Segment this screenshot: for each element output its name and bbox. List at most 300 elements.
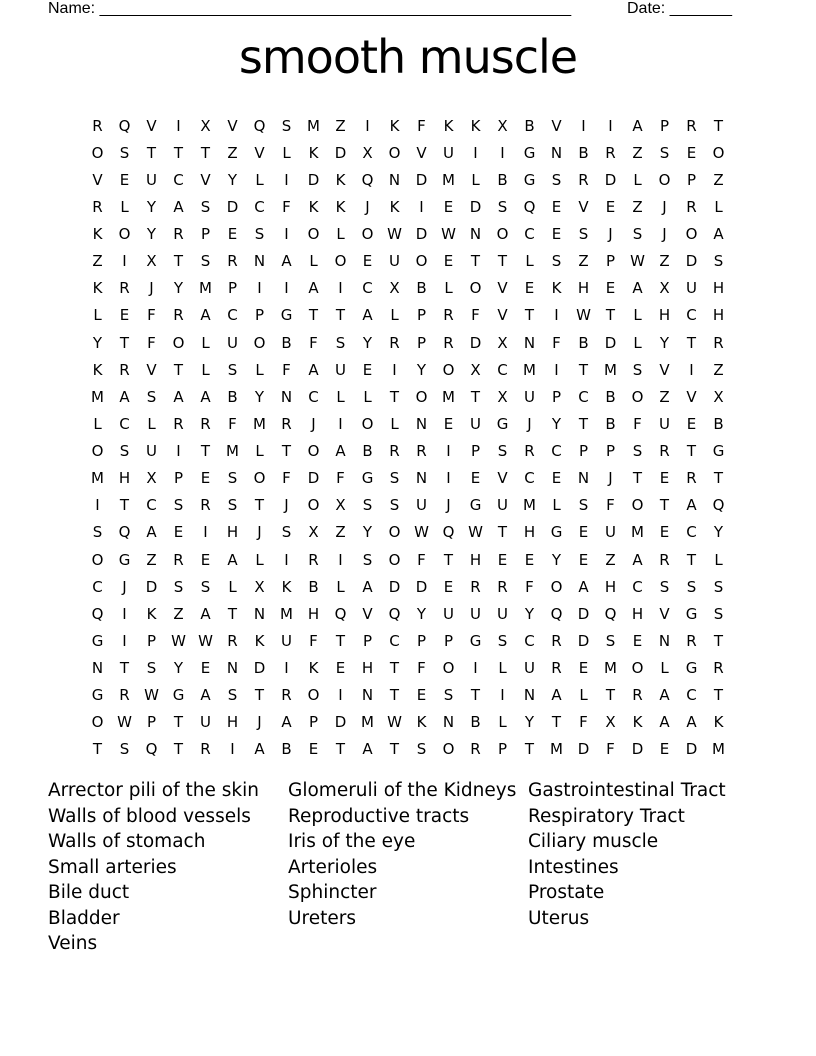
grid-letter: A	[578, 577, 589, 596]
grid-letter: K	[470, 116, 481, 135]
grid-letter: C	[686, 686, 697, 705]
word-bank-item: Gastrointestinal Tract	[528, 780, 726, 801]
grid-letter: E	[443, 577, 454, 596]
grid-letter: K	[146, 604, 157, 623]
grid-letter: Z	[659, 252, 670, 271]
grid-letter: G	[685, 604, 698, 623]
grid-letter: S	[173, 496, 184, 515]
grid-letter: O	[550, 577, 563, 596]
grid-letter: A	[308, 279, 319, 298]
grid-letter: L	[228, 577, 237, 596]
grid-letter: D	[334, 713, 347, 732]
grid-letter: U	[146, 442, 157, 461]
grid-letter: R	[713, 659, 724, 678]
grid-letter: Z	[227, 143, 238, 162]
grid-letter: J	[446, 496, 451, 515]
grid-letter: D	[334, 143, 347, 162]
grid-letter: J	[365, 197, 370, 216]
grid-letter: I	[446, 442, 451, 461]
grid-letter: O	[91, 442, 104, 461]
grid-letter: T	[497, 252, 508, 271]
grid-letter: M	[523, 360, 536, 379]
grid-letter: M	[280, 604, 293, 623]
grid-letter: L	[390, 306, 399, 325]
grid-letter: G	[91, 631, 104, 650]
grid-letter: E	[659, 469, 670, 488]
grid-letter: D	[307, 469, 320, 488]
grid-letter: L	[255, 442, 264, 461]
grid-letter: H	[658, 306, 671, 325]
grid-letter: S	[119, 740, 130, 759]
grid-letter: M	[91, 387, 104, 406]
grid-letter: T	[524, 740, 535, 759]
name-field-label: Name: _____________________________________________________	[48, 0, 572, 17]
grid-letter: M	[226, 442, 239, 461]
grid-letter: A	[632, 279, 643, 298]
grid-letter: N	[442, 713, 455, 732]
grid-letter: S	[443, 686, 454, 705]
grid-letter: I	[581, 116, 586, 135]
grid-letter: B	[605, 414, 616, 433]
grid-letter: K	[416, 713, 427, 732]
grid-letter: E	[470, 469, 481, 488]
grid-letter: R	[308, 550, 319, 569]
grid-letter: E	[308, 740, 319, 759]
grid-letter: L	[147, 414, 156, 433]
grid-letter: O	[307, 496, 320, 515]
grid-letter: I	[419, 197, 424, 216]
grid-letter: W	[468, 523, 483, 542]
grid-letter: M	[631, 523, 644, 542]
grid-letter: O	[253, 333, 266, 352]
grid-letter: Y	[713, 523, 724, 542]
grid-letter: S	[227, 360, 238, 379]
grid-letter: O	[712, 143, 725, 162]
grid-letter: S	[227, 469, 238, 488]
grid-letter: C	[173, 170, 184, 189]
grid-letter: R	[497, 577, 508, 596]
grid-letter: I	[284, 659, 289, 678]
grid-letter: E	[524, 279, 535, 298]
grid-letter: N	[253, 604, 266, 623]
grid-letter: E	[200, 659, 211, 678]
grid-letter: M	[604, 659, 617, 678]
grid-letter: L	[633, 306, 642, 325]
grid-letter: P	[605, 442, 616, 461]
grid-letter: C	[92, 577, 103, 596]
grid-letter: P	[605, 252, 616, 271]
grid-letter: F	[228, 414, 237, 433]
grid-letter: X	[605, 713, 616, 732]
grid-letter: B	[281, 740, 292, 759]
grid-letter: I	[554, 306, 559, 325]
grid-letter: L	[714, 197, 723, 216]
grid-letter: F	[336, 469, 345, 488]
grid-letter: R	[659, 442, 670, 461]
grid-letter: J	[608, 225, 613, 244]
grid-letter: V	[551, 116, 562, 135]
grid-letter: E	[200, 469, 211, 488]
grid-letter: Q	[118, 523, 131, 542]
grid-letter: J	[662, 197, 667, 216]
grid-letter: V	[254, 143, 265, 162]
grid-letter: I	[338, 550, 343, 569]
grid-letter: T	[173, 713, 184, 732]
grid-letter: F	[633, 414, 642, 433]
word-bank-item: Reproductive tracts	[288, 805, 470, 827]
grid-letter: D	[631, 740, 644, 759]
grid-letter: Z	[632, 197, 643, 216]
grid-letter: R	[686, 197, 697, 216]
grid-letter: O	[631, 496, 644, 515]
grid-letter: X	[659, 279, 670, 298]
grid-letter: H	[118, 469, 131, 488]
grid-letter: X	[362, 143, 373, 162]
grid-letter: R	[227, 631, 238, 650]
grid-letter: R	[686, 469, 697, 488]
grid-letter: V	[659, 360, 670, 379]
grid-letter: W	[387, 225, 402, 244]
grid-letter: L	[336, 225, 345, 244]
grid-letter: S	[281, 523, 292, 542]
grid-letter: A	[686, 496, 697, 515]
grid-letter: Z	[92, 252, 103, 271]
grid-letter: F	[606, 740, 615, 759]
grid-letter: A	[362, 740, 373, 759]
grid-letter: V	[362, 604, 373, 623]
word-bank-item: Walls of stomach	[48, 831, 206, 852]
grid-letter: D	[604, 170, 617, 189]
grid-letter: S	[389, 469, 400, 488]
grid-row	[84, 465, 732, 492]
grid-letter: I	[446, 469, 451, 488]
grid-letter: T	[470, 252, 481, 271]
grid-letter: T	[281, 442, 292, 461]
grid-letter: Y	[173, 279, 184, 298]
grid-letter: E	[659, 740, 670, 759]
grid-letter: S	[335, 333, 346, 352]
grid-letter: O	[307, 442, 320, 461]
grid-letter: Z	[632, 143, 643, 162]
grid-row	[84, 383, 732, 410]
grid-letter: O	[469, 279, 482, 298]
grid-letter: G	[469, 631, 482, 650]
grid-letter: F	[606, 496, 615, 515]
grid-letter: B	[308, 577, 319, 596]
grid-letter: Q	[145, 740, 158, 759]
grid-letter: T	[470, 686, 481, 705]
grid-letter: F	[147, 306, 156, 325]
grid-letter: G	[712, 442, 725, 461]
grid-letter: M	[604, 360, 617, 379]
grid-letter: Q	[334, 604, 347, 623]
grid-letter: U	[605, 523, 616, 542]
grid-letter: S	[416, 740, 427, 759]
grid-letter: O	[172, 333, 185, 352]
grid-letter: Q	[253, 116, 266, 135]
grid-letter: R	[551, 659, 562, 678]
grid-letter: S	[659, 577, 670, 596]
puzzle-title: smooth muscle	[238, 30, 578, 84]
grid-letter: S	[551, 170, 562, 189]
grid-letter: C	[389, 631, 400, 650]
word-bank-item: Prostate	[528, 882, 605, 903]
grid-letter: A	[659, 686, 670, 705]
grid-letter: F	[471, 306, 480, 325]
grid-letter: D	[388, 577, 401, 596]
grid-letter: X	[146, 252, 157, 271]
grid-letter: S	[200, 577, 211, 596]
grid-letter: F	[417, 659, 426, 678]
grid-letter: V	[497, 469, 508, 488]
grid-letter: A	[713, 225, 724, 244]
grid-letter: Z	[713, 170, 724, 189]
grid-letter: F	[309, 333, 318, 352]
grid-letter: P	[254, 306, 265, 325]
grid-letter: A	[281, 252, 292, 271]
grid-row	[84, 275, 732, 302]
grid-letter: R	[686, 631, 697, 650]
grid-letter: A	[173, 197, 184, 216]
grid-letter: Y	[524, 713, 535, 732]
grid-letter: B	[713, 414, 724, 433]
grid-letter: R	[173, 306, 184, 325]
date-field-label: Date: _______	[627, 0, 732, 17]
grid-letter: F	[282, 360, 291, 379]
grid-letter: R	[173, 225, 184, 244]
grid-letter: A	[119, 387, 130, 406]
grid-letter: H	[469, 550, 482, 569]
grid-letter: Y	[92, 333, 103, 352]
grid-letter: G	[280, 306, 293, 325]
grid-letter: W	[441, 225, 456, 244]
grid-letter: I	[689, 360, 694, 379]
grid-letter: O	[631, 387, 644, 406]
grid-letter: Y	[362, 523, 373, 542]
grid-letter: D	[469, 333, 482, 352]
grid-letter: D	[415, 225, 428, 244]
grid-letter: D	[307, 170, 320, 189]
grid-letter: T	[173, 740, 184, 759]
grid-letter: R	[389, 442, 400, 461]
word-bank-item: Uterus	[528, 907, 590, 929]
grid-letter: Z	[578, 252, 589, 271]
grid-letter: I	[284, 225, 289, 244]
grid-letter: A	[659, 713, 670, 732]
grid-letter: R	[686, 116, 697, 135]
grid-letter: S	[632, 225, 643, 244]
grid-letter: X	[389, 279, 400, 298]
grid-letter: E	[362, 360, 373, 379]
grid-letter: D	[226, 197, 239, 216]
grid-letter: L	[201, 360, 210, 379]
grid-letter: W	[144, 686, 159, 705]
grid-letter: C	[686, 523, 697, 542]
grid-letter: S	[92, 523, 103, 542]
grid-letter: M	[550, 740, 563, 759]
grid-letter: Z	[713, 360, 724, 379]
grid-letter: T	[173, 143, 184, 162]
grid-letter: F	[579, 713, 588, 732]
grid-row	[84, 709, 732, 736]
grid-letter: V	[92, 170, 103, 189]
grid-letter: T	[335, 740, 346, 759]
grid-letter: K	[551, 279, 562, 298]
grid-letter: C	[578, 387, 589, 406]
grid-letter: W	[171, 631, 186, 650]
grid-letter: J	[122, 577, 127, 596]
grid-row	[84, 546, 732, 573]
grid-letter: X	[497, 333, 508, 352]
grid-letter: M	[523, 496, 536, 515]
grid-letter: R	[200, 414, 211, 433]
grid-letter: S	[497, 631, 508, 650]
grid-letter: L	[201, 333, 210, 352]
grid-letter: U	[389, 252, 400, 271]
grid-letter: Q	[604, 604, 617, 623]
grid-letter: U	[200, 713, 211, 732]
grid-letter: Q	[118, 116, 131, 135]
grid-letter: Q	[91, 604, 104, 623]
grid-row	[84, 492, 732, 519]
grid-letter: C	[524, 469, 535, 488]
grid-letter: D	[577, 604, 590, 623]
grid-letter: L	[444, 279, 453, 298]
grid-letter: I	[122, 631, 127, 650]
grid-letter: U	[497, 496, 508, 515]
grid-letter: R	[92, 197, 103, 216]
grid-letter: O	[388, 523, 401, 542]
grid-letter: A	[254, 740, 265, 759]
grid-letter: T	[659, 496, 670, 515]
grid-letter: L	[633, 333, 642, 352]
grid-letter: T	[605, 686, 616, 705]
grid-letter: Y	[551, 414, 562, 433]
grid-letter: A	[551, 686, 562, 705]
grid-letter: H	[604, 577, 617, 596]
grid-letter: E	[524, 550, 535, 569]
grid-letter: K	[92, 279, 103, 298]
grid-letter: N	[523, 686, 536, 705]
grid-letter: C	[119, 414, 130, 433]
grid-letter: T	[119, 333, 130, 352]
grid-letter: L	[498, 659, 507, 678]
grid-letter: I	[176, 116, 181, 135]
grid-letter: P	[470, 442, 481, 461]
grid-letter: E	[443, 197, 454, 216]
grid-letter: S	[200, 252, 211, 271]
grid-letter: E	[497, 550, 508, 569]
grid-letter: L	[93, 414, 102, 433]
grid-letter: P	[227, 279, 238, 298]
grid-letter: U	[335, 360, 346, 379]
grid-letter: U	[416, 496, 427, 515]
grid-letter: M	[199, 279, 212, 298]
grid-letter: K	[632, 713, 643, 732]
grid-letter: I	[284, 279, 289, 298]
grid-letter: U	[443, 143, 454, 162]
grid-letter: E	[686, 414, 697, 433]
grid-letter: T	[146, 143, 157, 162]
grid-row	[84, 193, 732, 220]
grid-letter: F	[309, 631, 318, 650]
grid-letter: L	[471, 170, 480, 189]
grid-letter: T	[632, 469, 643, 488]
grid-row	[84, 302, 732, 329]
letter-grid	[84, 112, 732, 763]
grid-letter: K	[389, 116, 400, 135]
grid-letter: T	[686, 442, 697, 461]
word-bank-item: Sphincter	[288, 882, 377, 903]
grid-letter: E	[335, 659, 346, 678]
grid-letter: Y	[362, 333, 373, 352]
grid-row	[84, 655, 732, 682]
grid-letter: X	[146, 469, 157, 488]
grid-letter: T	[551, 713, 562, 732]
grid-letter: P	[416, 333, 427, 352]
grid-letter: I	[338, 686, 343, 705]
grid-letter: D	[577, 740, 590, 759]
grid-letter: W	[414, 523, 429, 542]
grid-letter: F	[417, 550, 426, 569]
word-bank-item: Bladder	[48, 907, 120, 929]
grid-letter: V	[146, 360, 157, 379]
grid-letter: K	[443, 116, 454, 135]
grid-letter: M	[442, 387, 455, 406]
grid-letter: A	[686, 713, 697, 732]
grid-letter: B	[605, 387, 616, 406]
grid-letter: H	[226, 523, 239, 542]
grid-letter: F	[147, 333, 156, 352]
grid-letter: T	[713, 686, 724, 705]
grid-letter: C	[227, 306, 238, 325]
grid-letter: S	[497, 197, 508, 216]
grid-letter: E	[578, 659, 589, 678]
grid-letter: L	[714, 550, 723, 569]
grid-letter: D	[604, 333, 617, 352]
grid-letter: P	[200, 225, 211, 244]
grid-letter: M	[712, 740, 725, 759]
grid-letter: P	[686, 170, 697, 189]
grid-letter: D	[469, 197, 482, 216]
grid-letter: A	[281, 713, 292, 732]
grid-row	[84, 248, 732, 275]
grid-letter: S	[254, 225, 265, 244]
grid-letter: U	[686, 279, 697, 298]
grid-letter: I	[284, 550, 289, 569]
grid-letter: E	[200, 550, 211, 569]
grid-letter: I	[230, 740, 235, 759]
grid-letter: E	[632, 631, 643, 650]
grid-letter: Y	[659, 333, 670, 352]
grid-letter: D	[145, 577, 158, 596]
grid-letter: Y	[146, 197, 157, 216]
grid-letter: M	[361, 713, 374, 732]
grid-letter: X	[308, 523, 319, 542]
grid-row	[84, 438, 732, 465]
grid-letter: U	[146, 170, 157, 189]
grid-letter: E	[605, 197, 616, 216]
grid-letter: L	[255, 360, 264, 379]
grid-letter: V	[227, 116, 238, 135]
grid-letter: J	[284, 496, 289, 515]
grid-letter: T	[686, 550, 697, 569]
grid-letter: F	[552, 333, 561, 352]
grid-letter: T	[578, 414, 589, 433]
grid-letter: W	[198, 631, 213, 650]
grid-letter: H	[523, 523, 536, 542]
grid-letter: U	[470, 604, 481, 623]
